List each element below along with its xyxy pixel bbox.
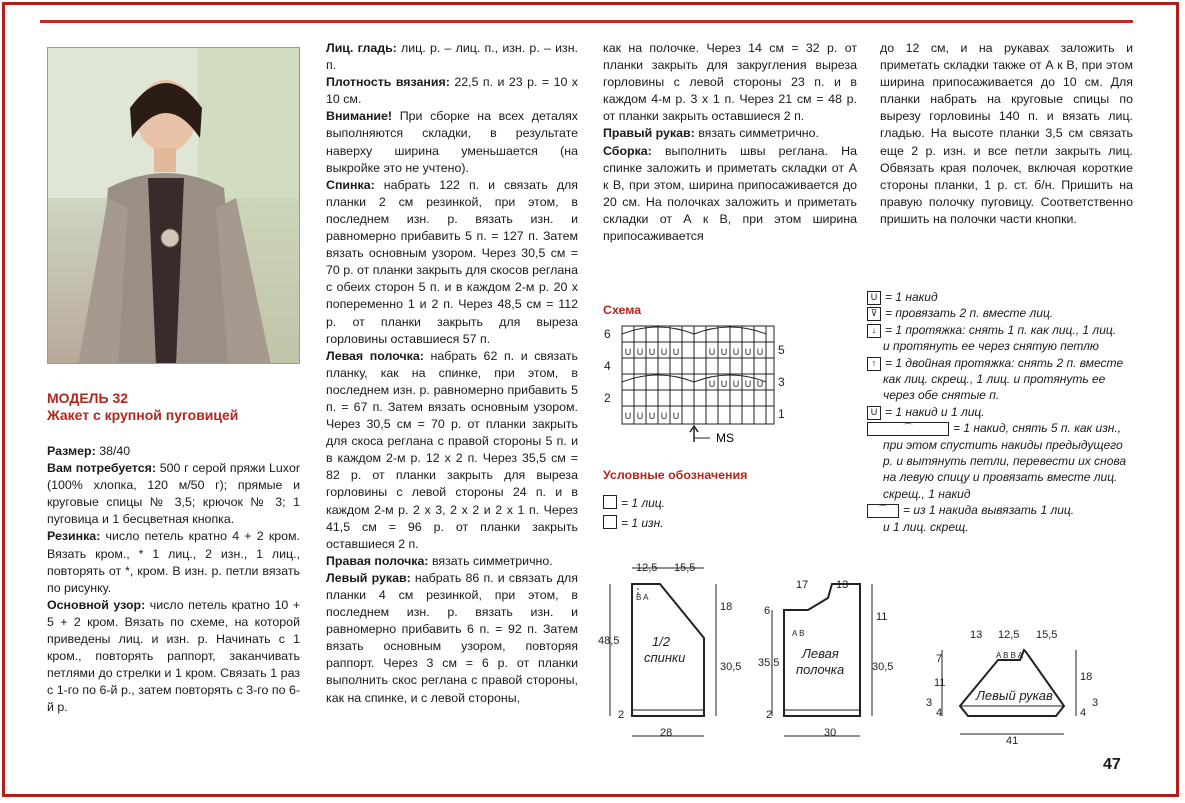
front-label-2: полочка	[796, 662, 845, 677]
chart-row-5: 5	[778, 343, 785, 357]
ssk-icon: ↓	[867, 324, 881, 338]
svg-text:U: U	[744, 379, 752, 389]
back-dim-bottom: 28	[660, 727, 673, 739]
svg-text:U: U	[756, 347, 764, 357]
symbol-legend	[867, 289, 1137, 535]
svg-text:U: U	[720, 347, 728, 357]
svg-text:U: U	[708, 379, 716, 389]
chart-row-4: 4	[604, 359, 611, 373]
pattern-diagrams	[596, 558, 1156, 753]
front-dim-right-bottom: 30,5	[872, 661, 894, 673]
sleeve-dim-top-c: 15,5	[1036, 629, 1058, 641]
svg-text:U: U	[624, 411, 632, 421]
right-front-label: Правая полочка:	[326, 553, 429, 568]
legend-basic	[603, 493, 665, 533]
left-sleeve-label: Левый рукав:	[326, 570, 411, 585]
cluster-icon: ⌒	[867, 422, 949, 436]
k2tog-icon: ⊽	[867, 307, 881, 321]
back-ab: B A	[636, 593, 649, 602]
double-decrease-icon: ↑	[867, 357, 881, 371]
legend-item-7: = из 1 накида вывязать 1 лиц.	[903, 503, 1075, 518]
right-sleeve-value: вязать симметрично.	[694, 126, 819, 141]
sleeve-dim-left-b: 11	[934, 677, 946, 689]
sleeve-dim-right-a: 18	[1080, 671, 1093, 683]
chart-row-6: 6	[604, 327, 611, 341]
main-pattern-label: Основной узор:	[47, 597, 146, 612]
legend-item-4-cont: как лиц. скрещ., 1 лиц. и протянуть ее	[883, 372, 1106, 387]
model-heading	[47, 390, 238, 424]
back-label-1: 1/2	[652, 634, 671, 649]
knitting-chart	[600, 320, 800, 445]
sleeve-dim-bottom: 41	[1006, 735, 1019, 747]
svg-text:U: U	[636, 411, 644, 421]
rib-label: Резинка:	[47, 529, 101, 544]
size-value: 38/40	[95, 444, 131, 458]
svg-text:U: U	[672, 411, 680, 421]
sleeve-ab: A B B A	[996, 651, 1024, 660]
back-dim-top-b: 15,5	[674, 562, 696, 574]
sleeve-label: Левый рукав	[976, 688, 1053, 703]
text-column-3	[603, 40, 857, 245]
front-dim-bottom: 30	[824, 727, 837, 739]
svg-text:U: U	[720, 379, 728, 389]
sleeve-dim-left-c: 3	[926, 697, 933, 709]
legend-purl: = 1 изн.	[621, 516, 664, 530]
yarn-over-icon: U	[867, 291, 881, 305]
attention-label: Внимание!	[326, 109, 393, 124]
sleeve-continued: как на полочке. Через 14 см = 32 р. от планки закрыть для закругления выреза горловины с левой стороны 23 п. и в каждом 4-м р. 3 х 1 п. Через 21 см = 48 р. от планки закрыть оставшиеся 2 п.	[603, 41, 857, 124]
sleeve-dim-left-a: 7	[936, 653, 943, 665]
legend-item-6-cont2: р. и вытянуть петли, перевести их снова	[883, 454, 1127, 469]
legend-item-6-cont3: на левую спицу и провязать вместе лиц.	[883, 470, 1118, 485]
back-dim-rib: 2	[618, 709, 625, 721]
right-front-value: вязать симметрично.	[428, 553, 553, 568]
right-sleeve-label: Правый рукав:	[603, 126, 695, 141]
front-dim-rib: 2	[766, 709, 773, 721]
sleeve-dim-top-b: 12,5	[998, 629, 1020, 641]
front-label-1: Левая	[802, 646, 839, 661]
legend-item-2: = провязать 2 п. вместе лиц.	[885, 306, 1054, 321]
assembly-value: выполнить швы реглана. На спинке заложить и приметать складки от А к В, при этом, ширина припосаживается до 20 см. На полочках заложить и приметать складки от А к В, при этом ширина припосаживается	[603, 143, 857, 244]
legend-item-4: = 1 двойная протяжка: снять 2 п. вместе	[885, 355, 1124, 370]
chart-row-1: 1	[778, 407, 785, 421]
left-sleeve-value: набрать 86 п. и связать для планки 4 см резинкой, при этом, в последнем изн. р. вязать изн. и равномерно прибавить 6 п. = 92 п. Затем вязать основным узором, повторяя раппорт. Через 3 см = 6 р. от планки выполнить скос реглана с правой стороны, как на спинке, и с левой стороны,	[326, 570, 578, 705]
scheme-title: Схема	[603, 303, 642, 317]
front-dim-right-top: 11	[876, 611, 888, 623]
left-front-value: набрать 62 п. и связать планку, как на спинке, при этом, в последнем изн. р. равномерно прибавить 5 п. = 67 п. Затем вязать основным узором. Через 30,5 см = 70 р. от планки закрыть для скоса реглана с правой стороны 5 п. и в каждом 2-м р. 12 х 2 п. Через 35,5 см = 82 р. от планки закрыть для выреза горловины с левой стороны 24 п. и в каждом 2-м р. 2 х 3, 2 х 2 и 2 х 1 п. Через 41,5 см = 96 р. от планки закрыть оставшиеся 2 п.	[326, 348, 578, 551]
svg-text:U: U	[756, 379, 764, 389]
sleeve-dim-top-a: 13	[970, 629, 983, 641]
assembly-continued: до 12 см, и на рукавах заложить и приметать складки также от А к В, при этом ширина припосаживается до 10 см. Для планки набрать на круговые спицы по вырезу горловины 140 п. и вязать лиц. гладью. На высоте планки 3,5 см связать еще 2 р. изн. и все петли закрыть лиц. Обвязать края полочек, включая короткие стороны планки, 1 р. ст. б/н. Пришить на правую полочку пуговицу. Соответственно пришить на полочки части кнопки.	[880, 41, 1133, 226]
svg-text:U: U	[648, 347, 656, 357]
back-dim-right-top: 18	[720, 601, 733, 613]
model-photo	[47, 47, 300, 364]
chart-row-2: 2	[604, 391, 611, 405]
sleeve-dim-left-d: 4	[936, 707, 943, 719]
left-front-label: Левая полочка:	[326, 348, 424, 363]
need-value: 500 г серой пряжи Luxor (100% хлопка, 120 м/50 г); прямые и круговые спицы № 3,5; крючок № 3; 1 пуговица и 1 бесцветная кнопка.	[47, 461, 300, 527]
back-dim-right-bottom: 30,5	[720, 661, 742, 673]
back-dim-top-a: 12,5	[636, 562, 658, 574]
purl-symbol-icon	[603, 515, 617, 529]
legend-item-4-cont2: через обе снятые п.	[883, 388, 1000, 403]
legend-item-6-cont4: скрещ., 1 накид	[883, 486, 971, 501]
back-dim-left: 48,5	[598, 635, 620, 647]
model-subtitle: Жакет с крупной пуговицей	[47, 407, 239, 423]
gauge-label: Плотность вязания:	[326, 75, 450, 90]
legend-item-6-cont: при этом спустить накиды предыдущего	[883, 437, 1123, 452]
attention-value: При сборке на всех деталях выполняются складки, в результате наверху ширина уменьшается (на выкройке это не учтено).	[326, 109, 578, 175]
text-column-4	[880, 40, 1133, 228]
legend-item-6: = 1 накид, снять 5 п. как изн.,	[953, 421, 1122, 436]
rib-value: число петель кратно 4 + 2 кром. Вязать кром., * 1 лиц., 2 изн., 1 лиц., повторять от *, кром. В изн. р. петли вязать по рисунку.	[47, 529, 300, 595]
legend-item-1: = 1 накид	[885, 290, 938, 304]
sleeve-dim-right-b: 4	[1080, 707, 1087, 719]
model-title: МОДЕЛЬ 32	[47, 390, 129, 406]
back-value: набрать 122 п. и связать для планки 2 см резинкой, при этом, в последнем изн. р. вязать изн. и равномерно прибавить 5 п. = 127 п. Затем вязать основным узором. Через 30,5 см = 70 р. от планки закрыть для скосов реглана с обеих сторон 5 п. и в каждом 2-м р. 20 х попеременно 1 и 2 п. Через 48,5 см = 112 р. от планки закрыть для выреза горловины оставшиеся 57 п.	[326, 177, 578, 346]
svg-text:U: U	[648, 411, 656, 421]
need-label: Вам потребуется:	[47, 461, 156, 476]
chart-row-3: 3	[778, 375, 785, 389]
top-rule	[40, 20, 1133, 23]
legend-knit: = 1 лиц.	[621, 496, 665, 510]
page-number: 47	[1103, 756, 1121, 773]
main-pattern-value: число петель кратно 10 + 5 + 2 кром. Вязать по схеме, на которой приведены лиц. и изн. р. Начинать с 1 кром., повторять раппорт, заканчивать петлями до стрелки и 1 кром. Связать 1 раз с 1-го по 6-й р., затем повторять с 3-го по 6-й р.	[47, 597, 300, 715]
svg-text:U: U	[744, 347, 752, 357]
legend-title: Условные обозначения	[603, 468, 748, 482]
stockinette-label: Лиц. гладь:	[326, 41, 397, 55]
svg-text:U: U	[660, 411, 668, 421]
yo-knit-icon: U	[867, 406, 881, 420]
svg-text:U: U	[660, 347, 668, 357]
svg-text:U: U	[624, 347, 632, 357]
knit-symbol-icon	[603, 495, 617, 509]
svg-text:U: U	[732, 379, 740, 389]
front-ab: A B	[792, 629, 805, 638]
assembly-label: Сборка:	[603, 143, 652, 158]
svg-text:U: U	[636, 347, 644, 357]
sleeve-dim-right-c: 3	[1092, 697, 1099, 709]
text-column-2	[326, 40, 578, 707]
back-label: Спинка:	[326, 177, 375, 192]
back-label-2: спинки	[644, 650, 686, 665]
model-photo-illustration	[48, 48, 300, 364]
ms-marker: MS	[716, 431, 734, 445]
front-dim-top-b: 13	[836, 579, 849, 591]
legend-item-3-cont: и протянуть ее через снятую петлю	[883, 339, 1099, 354]
front-dim-top-a: 17	[796, 579, 809, 591]
svg-text:U: U	[672, 347, 680, 357]
front-dim-left-top: 6	[764, 605, 771, 617]
size-label: Размер:	[47, 444, 96, 458]
legend-item-5: = 1 накид и 1 лиц.	[885, 404, 985, 419]
stockinette-value: лиц. р. – лиц. п., изн. р. – изн. п.	[326, 41, 578, 73]
svg-text:U: U	[708, 347, 716, 357]
legend-item-3: = 1 протяжка: снять 1 п. как лиц., 1 лиц.	[885, 322, 1117, 337]
text-column-1	[47, 443, 300, 717]
front-dim-left: 35,5	[758, 657, 780, 669]
yo-double-icon: ⌒	[867, 504, 899, 518]
svg-text:U: U	[732, 347, 740, 357]
legend-item-7-cont: и 1 лиц. скрещ.	[883, 519, 969, 534]
gauge-value: 22,5 п. и 23 р. = 10 х 10 см.	[326, 75, 578, 107]
